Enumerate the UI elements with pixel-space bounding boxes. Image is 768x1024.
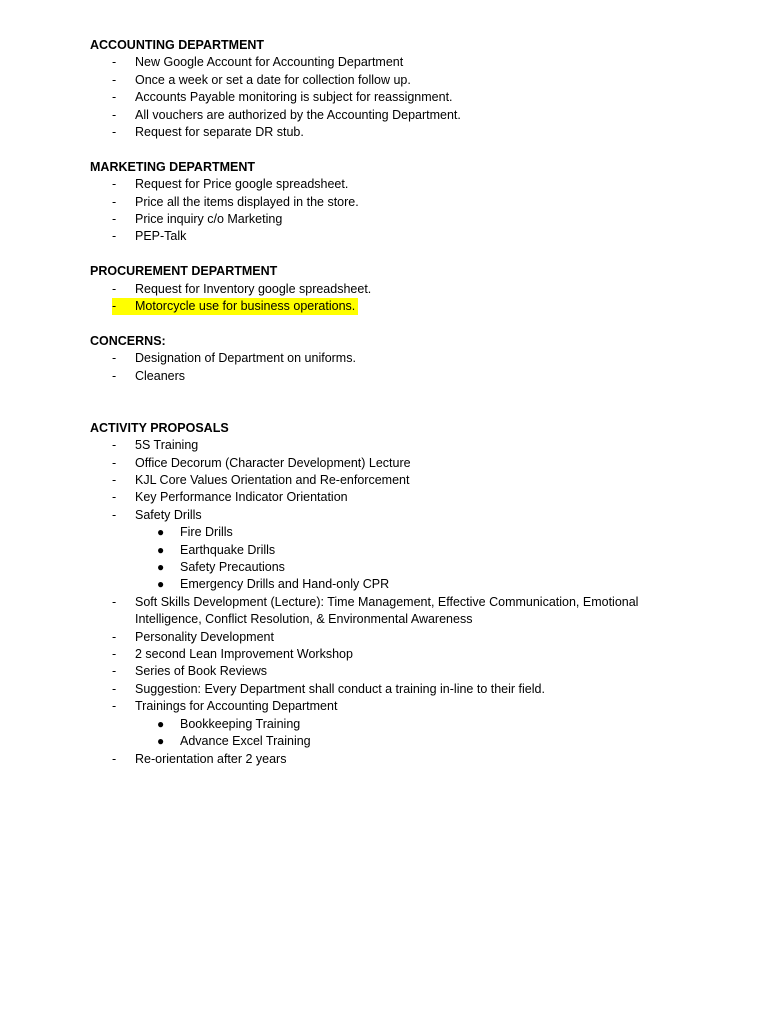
concerns-list	[90, 350, 670, 385]
section-marketing	[90, 159, 670, 246]
list-item	[90, 629, 670, 646]
section-procurement	[90, 263, 670, 315]
section-activity-proposals	[90, 420, 670, 768]
list-item	[90, 211, 670, 228]
list-item	[90, 194, 670, 211]
list-item	[90, 698, 670, 715]
list-item	[90, 663, 670, 680]
dash-marker: -	[112, 125, 117, 140]
list-item-text: Price all the items displayed in the store.	[135, 194, 359, 209]
dash-marker: -	[112, 664, 117, 679]
list-item-text: Personality Development	[135, 629, 274, 644]
list-item-text: Request for Price google spreadsheet.	[135, 177, 349, 192]
dash-marker: -	[112, 681, 117, 696]
sublist-item-text: Advance Excel Training	[180, 734, 311, 749]
dash-marker: -	[112, 90, 117, 105]
list-item-text: Once a week or set a date for collection follow up.	[135, 72, 411, 87]
dash-marker: -	[112, 299, 117, 314]
list-item-text: PEP-Talk	[135, 229, 187, 244]
list-item-text: New Google Account for Accounting Department	[135, 55, 404, 70]
list-item	[90, 281, 670, 298]
section-heading-procurement: PROCUREMENT DEPARTMENT	[90, 264, 278, 279]
dash-marker: -	[112, 751, 117, 766]
dash-marker: -	[112, 455, 117, 470]
list-item-text: Motorcycle use for business operations.	[135, 299, 356, 314]
dash-marker: -	[112, 490, 117, 505]
dash-marker: -	[112, 281, 117, 296]
dash-marker: -	[112, 647, 117, 662]
sublist-item-text: Emergency Drills and Hand-only CPR	[180, 577, 390, 592]
section-accounting	[90, 37, 670, 141]
sublist-item	[90, 524, 670, 541]
dash-marker: -	[112, 368, 117, 383]
sublist-item	[90, 576, 670, 593]
dash-marker: -	[112, 594, 117, 609]
list-item-text: Safety Drills	[135, 507, 202, 522]
sublist-item	[90, 559, 670, 576]
section-heading-activity-proposals: ACTIVITY PROPOSALS	[90, 420, 229, 435]
sublist-item-text: Bookkeeping Training	[180, 716, 301, 731]
activity-proposals-list-end	[90, 751, 670, 768]
dash-marker: -	[112, 229, 117, 244]
dash-marker: -	[112, 177, 117, 192]
dash-marker: -	[112, 107, 117, 122]
list-item	[90, 594, 670, 629]
section-heading-concerns: CONCERNS:	[90, 333, 166, 348]
list-item	[90, 72, 670, 89]
list-item	[90, 89, 670, 106]
list-item	[90, 124, 670, 141]
list-item-text: Re-orientation after 2 years	[135, 751, 287, 766]
list-item-text: All vouchers are authorized by the Accounting Department.	[135, 107, 461, 122]
list-item-text: 5S Training	[135, 438, 199, 453]
dash-marker: -	[112, 351, 117, 366]
sublist-item-text: Fire Drills	[180, 525, 233, 540]
highlighted-list-item	[90, 298, 670, 315]
list-item-text: Price inquiry c/o Marketing	[135, 212, 283, 227]
dash-marker: -	[112, 699, 117, 714]
sublist-item	[90, 716, 670, 733]
section-heading-marketing: MARKETING DEPARTMENT	[90, 159, 256, 174]
sublist-item-text: Earthquake Drills	[180, 542, 276, 557]
accounting-trainings-sublist	[90, 716, 670, 751]
list-item	[90, 176, 670, 193]
procurement-list	[90, 281, 670, 316]
list-item-text: Key Performance Indicator Orientation	[135, 490, 348, 505]
list-item	[90, 455, 670, 472]
bullet-icon: ●	[157, 716, 165, 731]
list-item	[90, 437, 670, 454]
list-item-text: Series of Book Reviews	[135, 664, 268, 679]
list-item	[90, 472, 670, 489]
dash-marker: -	[112, 473, 117, 488]
list-item-text: Request for separate DR stub.	[135, 125, 304, 140]
dash-marker: -	[112, 72, 117, 87]
list-item-text: 2 second Lean Improvement Workshop	[135, 647, 353, 662]
section-concerns	[90, 333, 670, 385]
dash-marker: -	[112, 629, 117, 644]
dash-marker: -	[112, 55, 117, 70]
dash-marker: -	[112, 212, 117, 227]
safety-drills-sublist	[90, 524, 670, 594]
list-item-text: Trainings for Accounting Department	[135, 699, 338, 714]
sublist-item	[90, 542, 670, 559]
list-item	[90, 54, 670, 71]
list-item-text: Soft Skills Development (Lecture): Time Management, Effective Communication, Emotional Intelligence, Conflict Resolution, & Environmental Awareness	[135, 594, 639, 627]
list-item-text: Cleaners	[135, 368, 186, 383]
sublist-item-text: Safety Precautions	[180, 560, 285, 575]
list-item	[90, 228, 670, 245]
activity-proposals-list-cont	[90, 594, 670, 716]
sublist-item	[90, 733, 670, 750]
dash-marker: -	[112, 438, 117, 453]
dash-marker: -	[112, 194, 117, 209]
list-item	[90, 751, 670, 768]
list-item	[90, 368, 670, 385]
bullet-icon: ●	[157, 734, 165, 749]
list-item-text: Office Decorum (Character Development) Lecture	[135, 455, 411, 470]
marketing-list	[90, 176, 670, 246]
dash-marker: -	[112, 507, 117, 522]
list-item-text: Accounts Payable monitoring is subject for reassignment.	[135, 90, 453, 105]
list-item	[90, 350, 670, 367]
accounting-list	[90, 54, 670, 141]
section-heading-accounting: ACCOUNTING DEPARTMENT	[90, 38, 265, 52]
document-content	[90, 37, 670, 785]
list-item-text: Suggestion: Every Department shall conduct a training in-line to their field.	[135, 681, 545, 696]
list-item	[90, 646, 670, 663]
activity-proposals-list	[90, 437, 670, 524]
bullet-icon: ●	[157, 525, 165, 540]
list-item	[90, 507, 670, 524]
list-item	[90, 489, 670, 506]
list-item	[90, 681, 670, 698]
list-item	[90, 107, 670, 124]
bullet-icon: ●	[157, 542, 165, 557]
bullet-icon: ●	[157, 560, 165, 575]
list-item-text: Request for Inventory google spreadsheet.	[135, 281, 372, 296]
list-item-text: Designation of Department on uniforms.	[135, 351, 356, 366]
bullet-icon: ●	[157, 577, 165, 592]
list-item-text: KJL Core Values Orientation and Re-enforcement	[135, 473, 410, 488]
